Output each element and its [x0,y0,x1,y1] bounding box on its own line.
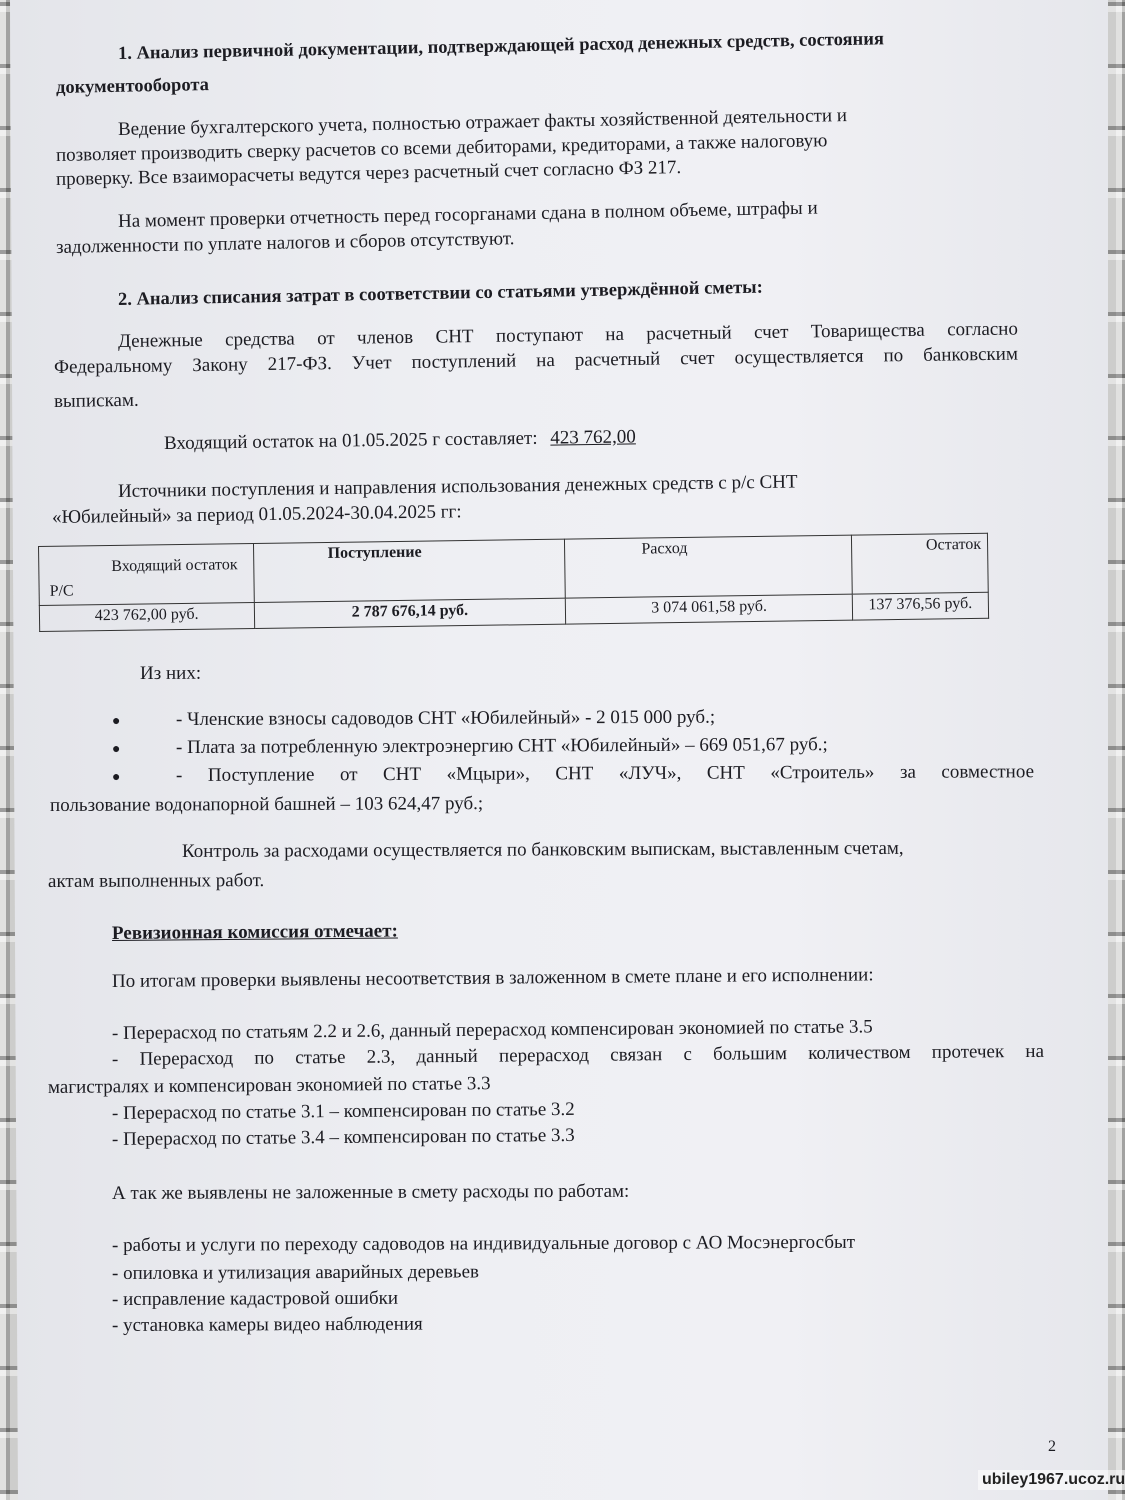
row-label-rs: Р/С [49,582,74,600]
value-closing: 137 376,56 руб. [852,592,988,620]
cashflow-table [38,533,989,632]
bullet-icon: ● [112,714,121,729]
commission-item: - Перерасход по статьям 2.2 и 2.6, данный перерасход компенсирован экономией по статье 3.5 [111,1016,873,1044]
commission-heading: Ревизионная комиссия отмечает: [111,920,398,944]
value-expense: 3 074 061,58 руб. [566,594,853,624]
page-number: 2 [1048,1438,1056,1455]
opening-balance-label: Входящий остаток на 01.05.2025 г составляет: [163,427,538,454]
table-header-cell [39,543,254,605]
unbudgeted-intro: А так же выявлены не заложенные в смету расходы по работам: [111,1180,630,1204]
commission-intro: По итогам проверки выявлены несоответствия в заложенном в смете плане и его исполнении: [111,964,874,992]
unbudgeted-item: - установка камеры видео наблюдения [111,1313,423,1336]
commission-item: - Перерасход по статье 3.1 – компенсирован по статье 3.2 [111,1098,575,1124]
opening-balance-line [164,425,636,456]
sources-line1: Источники поступления и направления использования денежных средств с р/с СНТ [117,471,798,502]
bullet-icon: ● [112,742,121,757]
control-line1: Контроль за расходами осуществляется по банковским выпискам, выставленным счетам, [181,837,904,862]
commission-item: - Перерасход по статье 3.4 – компенсирован по статье 3.3 [111,1124,575,1150]
section1-paragraph1-line2: позволяет производить сверку расчетов со всеми дебиторами, кредиторами, а также налоговую [55,130,828,166]
income-item-1: - Членские взносы садоводов СНТ «Юбилейный» - 2 015 000 руб.; [175,706,716,730]
value-opening: 423 762,00 руб. [39,603,254,632]
header-income: Поступление [253,539,566,602]
section1-paragraph1-line1: Ведение бухгалтерского учета, полностью отражает факты хозяйственной деятельности и [117,105,848,140]
commission-item-continued: магистралях и компенсирован экономией по статье 3.3 [47,1073,491,1098]
section1-heading-line1: 1. Анализ первичной документации, подтверждающей расход денежных средств, состояния [117,29,885,64]
income-item-3: - Поступление от СНТ «Мцыри», СНТ «ЛУЧ», СНТ «Строитель» за совместное [175,761,1035,786]
unbudgeted-item: - работы и услуги по переходу садоводов на индивидуальные договор с АО Мосэнергосбыт [111,1231,856,1256]
section1-paragraph1-line3: проверку. Все взаиморасчеты ведутся через расчетный счет согласно ФЗ 217. [55,156,682,190]
income-item-2: - Плата за потребленную электроэнергию СНТ «Юбилейный» – 669 051,67 руб.; [175,734,828,758]
sources-line2: «Юбилейный» за период 01.05.2024-30.04.2025 гг: [51,501,462,528]
section1-paragraph2-line1: На момент проверки отчетность перед госорганами сдана в полном объеме, штрафы и [117,197,818,232]
header-expense: Расход [565,535,852,598]
header-opening: Входящий остаток [111,556,238,575]
section2-paragraph1-line3: выпискам. [53,389,139,412]
section2-paragraph1-line1: Денежные средства от членов СНТ поступают на расчетный счет Товарищества согласно [117,318,1019,352]
section1-heading-line2: документооборота [55,75,210,98]
section1-paragraph2-line2: задолженности по уплате налогов и сборов отсутствуют. [55,228,515,258]
income-item-3-continued: пользование водонапорной башней – 103 624,47 руб.; [49,793,484,816]
bullet-icon: ● [112,770,121,785]
income-intro: Из них: [139,662,202,684]
control-line2: актам выполненных работ. [47,870,265,892]
section2-heading: 2. Анализ списания затрат в соответствии со статьями утверждённой сметы: [117,277,764,310]
value-income: 2 787 676,14 руб. [254,598,566,628]
commission-item: - Перерасход по статье 2.3, данный перерасход связан с большим количеством протечек на [111,1040,1045,1070]
section2-paragraph1-line2: Федеральному Закону 217-ФЗ. Учет поступлений на расчетный счет осуществляется по банковским [53,343,1019,378]
header-closing: Остаток [851,533,988,594]
unbudgeted-item: - исправление кадастровой ошибки [111,1287,399,1310]
opening-balance-value: 423 762,00 [550,426,636,449]
site-watermark: ubiley1967.ucoz.ru [978,1470,1125,1490]
unbudgeted-item: - опиловка и утилизация аварийных деревьев [111,1261,480,1284]
